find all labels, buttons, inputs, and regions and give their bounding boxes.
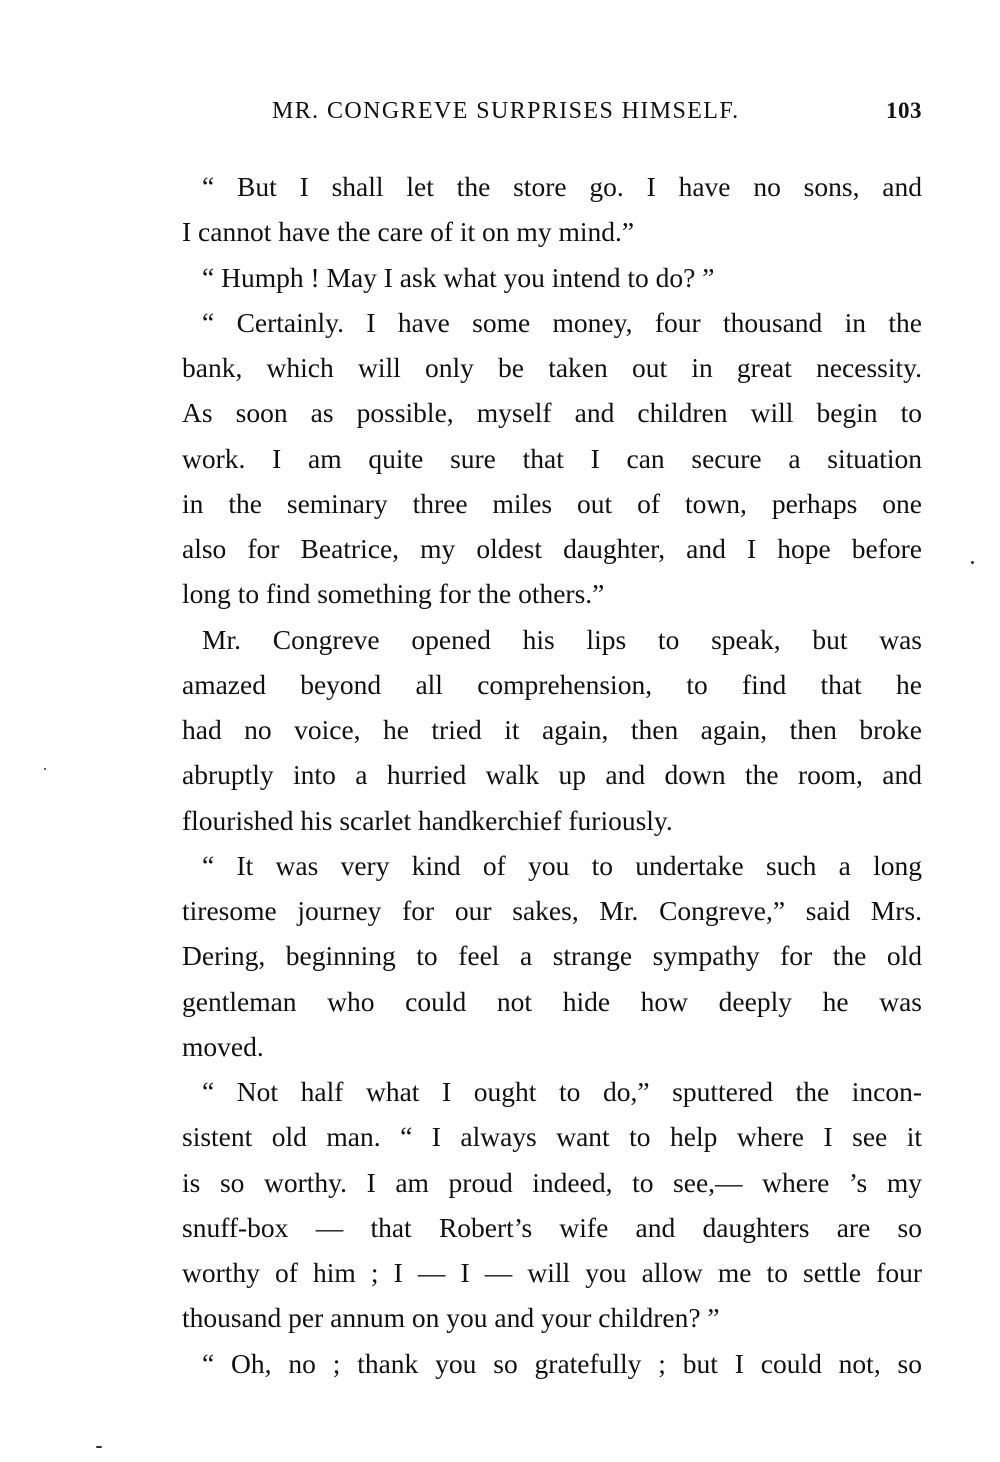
- text-line: “ It was very kind of you to undertake such a long: [202, 849, 922, 881]
- text-line: “ Humph ! May I ask what you intend to do? ”: [202, 261, 715, 293]
- text-line: in the seminary three miles out of town, perhaps one: [182, 487, 922, 519]
- text-line: “ Not half what I ought to do,” sputtered the incon-: [202, 1076, 922, 1107]
- running-title: MR. CONGREVE SURPRISES HIMSELF.: [272, 98, 740, 124]
- text-line: work. I am quite sure that I can secure a situation: [182, 442, 922, 474]
- text-line: sistent old man. “ I always want to help where I see it: [182, 1121, 922, 1153]
- text-line: thousand per annum on you and your children? ”: [182, 1302, 720, 1334]
- text-line: “ Oh, no ; thank you so gratefully ; but I could not, so: [202, 1347, 922, 1379]
- text-line: gentleman who could not hide how deeply he was: [182, 985, 922, 1017]
- text-line: snuff-box — that Robert’s wife and daughters are so: [182, 1211, 922, 1243]
- text-line: long to find something for the others.”: [182, 578, 605, 610]
- text-line: Dering, beginning to feel a strange sympathy for the old: [182, 940, 922, 972]
- scan-speck: [44, 768, 46, 770]
- running-head: [182, 98, 922, 138]
- text-line: had no voice, he tried it again, then again, then broke: [182, 714, 922, 745]
- text-line: worthy of him ; I — I — will you allow me to settle four: [182, 1257, 922, 1288]
- text-line: is so worthy. I am proud indeed, to see,— where ’s my: [182, 1166, 922, 1198]
- text-line: I cannot have the care of it on my mind.”: [182, 216, 635, 248]
- text-line: flourished his scarlet handkerchief furiously.: [182, 804, 673, 836]
- text-line: moved.: [182, 1030, 264, 1062]
- text-line: As soon as possible, myself and children will begin to: [182, 397, 922, 429]
- text-line: bank, which will only be taken out in great necessity.: [182, 352, 922, 383]
- text-line: “ But I shall let the store go. I have no sons, and: [202, 171, 922, 202]
- text-line: abruptly into a hurried walk up and down the room, and: [182, 759, 922, 791]
- text-line: amazed beyond all comprehension, to find that he: [182, 668, 922, 700]
- body-text: [182, 164, 922, 1386]
- scan-speck: [96, 1446, 102, 1448]
- scan-speck: [971, 561, 974, 564]
- text-line: also for Beatrice, my oldest daughter, and I hope before: [182, 533, 922, 564]
- page-number: 103: [886, 98, 922, 123]
- text-line: “ Certainly. I have some money, four thousand in the: [202, 306, 922, 338]
- text-line: Mr. Congreve opened his lips to speak, but was: [202, 623, 922, 655]
- text-line: tiresome journey for our sakes, Mr. Congreve,” said Mrs.: [182, 895, 922, 926]
